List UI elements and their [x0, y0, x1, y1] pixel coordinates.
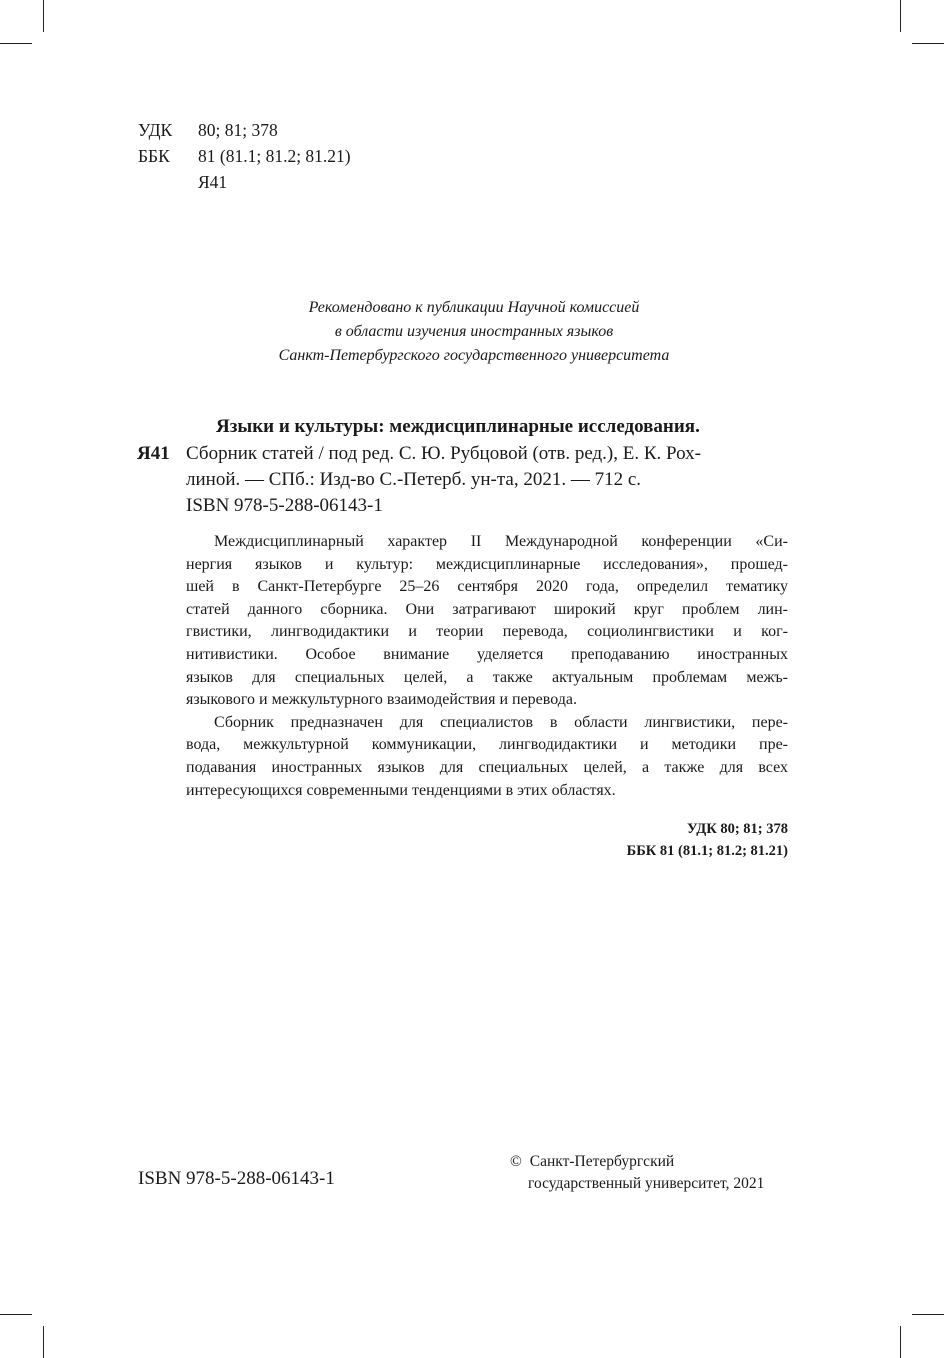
- abstract-line: нитивистики. Особое внимание уделяется преподаванию иностранных: [186, 645, 788, 663]
- entry-isbn: ISBN 978-5-288-06143-1: [186, 495, 383, 516]
- abstract-line: гвистики, лингводидактики и теории перевода, социолингвистики и ког-: [186, 623, 788, 641]
- entry-line-2: линой. — СПб.: Изд-во С.-Петерб. ун-та, 2021. — 712 с.: [186, 469, 641, 490]
- crop-mark-bottom-left-vertical: [43, 1326, 44, 1358]
- udk-label: УДК: [138, 120, 173, 140]
- classification-codes: [627, 818, 788, 862]
- abstract-line: Сборник предназначен для специалистов в области лингвистики, пере-: [214, 713, 788, 731]
- abstract-line: нергия языков и культур: междисциплинарные исследования», прошед-: [186, 555, 788, 573]
- bbk-label: ББК: [138, 146, 170, 166]
- abstract-line: интересующихся современными тенденциями в этих областях.: [186, 781, 616, 799]
- udk-row: [138, 117, 351, 143]
- abstract-line: языкового и межкультурного взаимодействия и перевода.: [186, 691, 577, 709]
- bibliographic-entry: [186, 441, 788, 519]
- copyright-line-2: государственный университет, 2021: [528, 1175, 765, 1192]
- crop-mark-top-right-vertical: [900, 0, 901, 32]
- recommendation-note: [180, 296, 768, 368]
- recommendation-line-3: Санкт-Петербургского государственного университета: [278, 347, 670, 364]
- entry-line-1: Сборник статей / под ред. С. Ю. Рубцовой (отв. ред.), Е. К. Рох-: [186, 443, 701, 464]
- crop-mark-bottom-left-horizontal: [0, 1314, 32, 1315]
- abstract-line: статей данного сборника. Они затрагивают широкий круг проблем лин-: [186, 600, 788, 618]
- udk-code: УДК 80; 81; 378: [687, 821, 788, 837]
- bbk-row: [138, 143, 351, 169]
- author-mark: Я41: [198, 172, 228, 192]
- book-title: Языки и культуры: междисциплинарные исследования.: [216, 416, 700, 437]
- abstract-line: шей в Санкт-Петербурге 25–26 сентября 2020 года, определил тематику: [186, 578, 788, 596]
- bbk-code: ББК 81 (81.1; 81.2; 81.21): [626, 843, 788, 859]
- crop-mark-top-left-horizontal: [0, 43, 32, 44]
- abstract-line: Междисциплинарный характер II Международной конференции «Си-: [214, 533, 788, 550]
- classification-block: [138, 117, 351, 195]
- crop-mark-top-left-vertical: [43, 0, 44, 32]
- copyright-icon: ©: [510, 1153, 522, 1170]
- udk-value: 80; 81; 378: [198, 120, 278, 140]
- copyright-notice: [510, 1151, 764, 1195]
- abstract-line: вода, межкультурной коммуникации, лингводидактики и методики пре-: [186, 736, 788, 754]
- crop-mark-bottom-right-vertical: [900, 1326, 901, 1358]
- bbk-value: 81 (81.1; 81.2; 81.21): [198, 146, 351, 166]
- abstract-line: языков для специальных целей, а также актуальным проблемам межъ-: [186, 668, 788, 686]
- recommendation-line-1: Рекомендовано к публикации Научной комиссией: [308, 299, 640, 316]
- crop-mark-bottom-right-horizontal: [912, 1314, 944, 1315]
- author-mark-row: [138, 169, 351, 195]
- abstract-line: подавания иностранных языков для специальных целей, а также для всех: [186, 758, 788, 776]
- crop-mark-top-right-horizontal: [912, 43, 944, 44]
- recommendation-line-2: в области изучения иностранных языков: [334, 323, 614, 340]
- isbn-footer: ISBN 978-5-288-06143-1: [138, 1168, 335, 1189]
- copyright-line-1: Санкт-Петербургский: [529, 1153, 675, 1170]
- abstract: [186, 531, 788, 802]
- entry-author-mark: Я41: [137, 443, 170, 464]
